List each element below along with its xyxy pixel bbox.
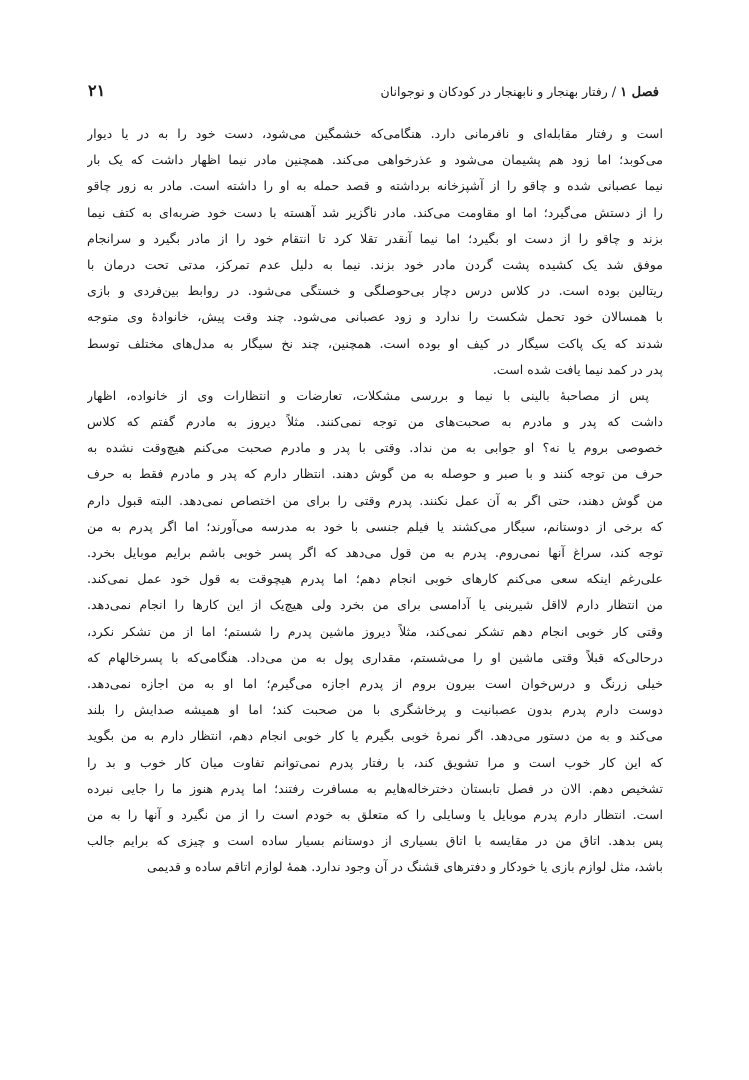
- text-line: توجه کند، سراغ آنها نمی‌روم. پدرم به من قول می‌دهد که اگر پسر خوبی باشم برایم موبایل بخرد.: [87, 545, 663, 560]
- text-line: من انتظار دارم لااقل شیرینی یا آدامسی برای من بخرد ولی هیچ‌یک از این کارها را انجام نمی‌دهد.: [87, 597, 663, 613]
- text-line: را از دستش می‌گیرد؛ اما او مقاومت می‌کند. مادر ناگزیر شد آهسته با دست خود ضربه‌ای به کتف نیما: [87, 204, 663, 220]
- header-separator: /: [611, 85, 617, 100]
- text-line: خیلی زرنگ و درس‌خوان است بیرون بروم از پدرم اجازه می‌گیرم؛ اما او به من اجازه نمی‌دهد.: [87, 675, 663, 691]
- running-header: [88, 81, 659, 106]
- chapter-title: رفتار بهنجار و نابهنجار در کودکان و نوجوانان: [380, 84, 608, 99]
- text-line: خصوصی بروم یا نه؟ او جوابی به من نداد. وقتی با پدر و مادرم صحبت می‌کنم هیچ‌وقت نشده به: [87, 440, 663, 456]
- text-line: است و رفتار مقابله‌ای و نافرمانی دارد. هنگامی‌که خشمگین می‌شود، دست خود را به در یا دیوار: [87, 126, 663, 141]
- text-line: بزند و چاقو را از دست او بگیرد؛ اما نیما آنقدر تقلا کرد تا انتقام خود را از مادر بگیرد و سرانجام: [87, 230, 663, 246]
- text-line: است. انتظار دارم پدرم موبایل یا وسایلی را که متعلق به خودم است را از من نگیرد و آنها را به من: [87, 806, 663, 822]
- text-line: پدر در کمد نیما یافت شده است.: [492, 361, 663, 377]
- text-line: ریتالین بوده است. در کلاس درس دچار بی‌حوصلگی و خستگی می‌شود. در روابط بین‌فردی و بازی: [87, 283, 663, 299]
- text-line: نیما عصبانی شده و چاقو را از آشپزخانه برداشته و قصد حمله به او را داشته است. مادر به زور چاقو: [87, 178, 663, 194]
- text-line: می‌کند و به من دستور می‌دهد. اگر نمرهٔ خوبی بگیرم یا کار خوبی انجام دهم، انتظار دارم به من بگوید: [87, 728, 663, 744]
- text-line: با همسالان خود تحمل شکست را ندارد و زود عصبانی می‌شود. چند وقت پیش، خانوادهٔ وی متوجه: [87, 309, 663, 325]
- text-line: باشد، مثل لوازم بازی یا خودکار و دفترهای قشنگ در آن وجود ندارد. همهٔ لوازم اتاقم ساده و قدیمی: [147, 859, 663, 875]
- text-line: پس از مصاحبهٔ بالینی با نیما و بررسی مشکلات، تعارضات و انتظارات وی از خانواده، اظهار: [87, 387, 649, 403]
- body-text: [87, 121, 663, 880]
- text-line: حرف من توجه کنند و با صبر و حوصله به من گوش دهند. انتظار دارم که پدر و مادرم فقط به حرف: [87, 466, 663, 482]
- text-line: دوست دارم پدرم بدون عصبانیت و پرخاشگری با من صحبت کند؛ اما او همیشه صدایش را بلند: [87, 702, 663, 718]
- text-line: من گوش دهند، حتی اگر به آن عمل نکنند. پدرم وقتی را برای من اختصاص نمی‌دهد. البته قبول دارم: [87, 492, 663, 508]
- text-line: که این کار خوب است و مرا تشویق کند، با رفتار پدرم نمی‌توانم تفاوت میان کار خوب و بد را: [87, 754, 663, 770]
- paragraph: [87, 121, 663, 383]
- text-line: وقتی کار خوبی انجام دهم تشکر نمی‌کند، مثلاً دیروز ماشین پدرم را شستم؛ اما از من تشکر نکرد،: [87, 623, 663, 639]
- text-line: شدند که یک پاکت سیگار در کیف او بوده است. همچنین، چند نخ سیگار به مدل‌های مختلف توسط: [87, 335, 663, 351]
- text-line: می‌کوبد؛ اما زود هم پشیمان می‌شود و عذرخواهی می‌کند. همچنین مادر نیما اظهار داشت که یک بار: [87, 152, 663, 168]
- chapter-label: فصل ۱: [620, 85, 659, 100]
- text-line: درحالی‌که قبلاً وقتی ماشین او را می‌شستم، مقداری پول به من می‌داد. هنگامی‌که با پسرخالهام که: [87, 649, 663, 665]
- text-line: که برخی از دوستانم، سیگار می‌کشند یا فیلم جنسی با خود به مدرسه می‌آورند؛ اما اگر پدرم به من: [87, 518, 663, 534]
- text-line: داشت که پدر و مادرم به صحبت‌های من توجه نمی‌کنند. مثلاً دیروز به مادرم گفتم که کلاس: [87, 414, 663, 430]
- text-line: تشخیص دهم. الان در فصل تابستان دخترخاله‌هایم به مسافرت رفتند؛ اما پدرم هنوز ما را جایی نبرده: [87, 780, 663, 796]
- paragraph: [87, 383, 663, 881]
- page-number: ۲۱: [88, 81, 106, 100]
- text-line: پس بدهد. اتاق من در مقایسه با اتاق بسیاری از دوستانم بسیار ساده است و چیزی که برایم جالب: [87, 833, 663, 849]
- text-line: موفق شد یک کشیده پشت گردن مادر خود بزند. نیما به دلیل عدم تمرکز، مدتی تحت درمان با: [87, 256, 663, 272]
- text-line: علی‌رغم اینکه سعی می‌کنم کارهای خوبی انجام دهم؛ اما پدرم هیچوقت به قول خود عمل نمی‌کند.: [87, 571, 663, 587]
